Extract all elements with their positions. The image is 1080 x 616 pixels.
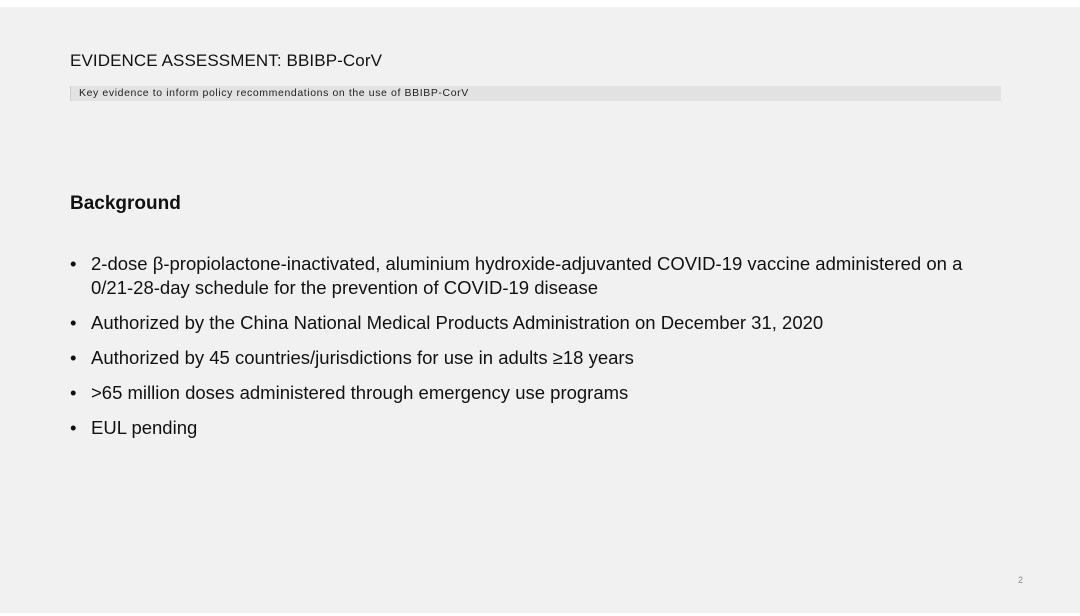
bullet-text: Authorized by the China National Medical Products Administration on December 31, 2020 [91, 312, 824, 333]
bullet-dot-icon: • [70, 253, 77, 274]
section-heading: Background [70, 193, 181, 214]
bullet-text: EUL pending [91, 417, 198, 438]
bullet-dot-icon: • [70, 417, 77, 438]
bullet-item [70, 416, 970, 440]
slide [0, 7, 1080, 613]
subtitle-bar [70, 86, 1001, 101]
bullet-dot-icon: • [70, 347, 77, 368]
bullet-item [70, 311, 970, 335]
slide-subtitle: Key evidence to inform policy recommendations on the use of BBIBP-CorV [79, 87, 469, 99]
bullet-dot-icon: • [70, 312, 77, 333]
bullet-dot-icon: • [70, 382, 77, 403]
bullet-text: >65 million doses administered through emergency use programs [91, 382, 629, 403]
bullet-list [70, 252, 970, 451]
bullet-text: 2-dose β-propiolactone-inactivated, aluminium hydroxide-adjuvanted COVID-19 vaccine administered on a 0/21-28-day schedule for the prevention of COVID-19 disease [91, 253, 963, 298]
bullet-item [70, 346, 970, 370]
bullet-text: Authorized by 45 countries/jurisdictions for use in adults ≥18 years [91, 347, 634, 368]
bullet-item [70, 252, 970, 300]
bullet-item [70, 381, 970, 405]
page-number: 2 [1017, 575, 1023, 585]
slide-title: EVIDENCE ASSESSMENT: BBIBP-CorV [70, 51, 383, 70]
